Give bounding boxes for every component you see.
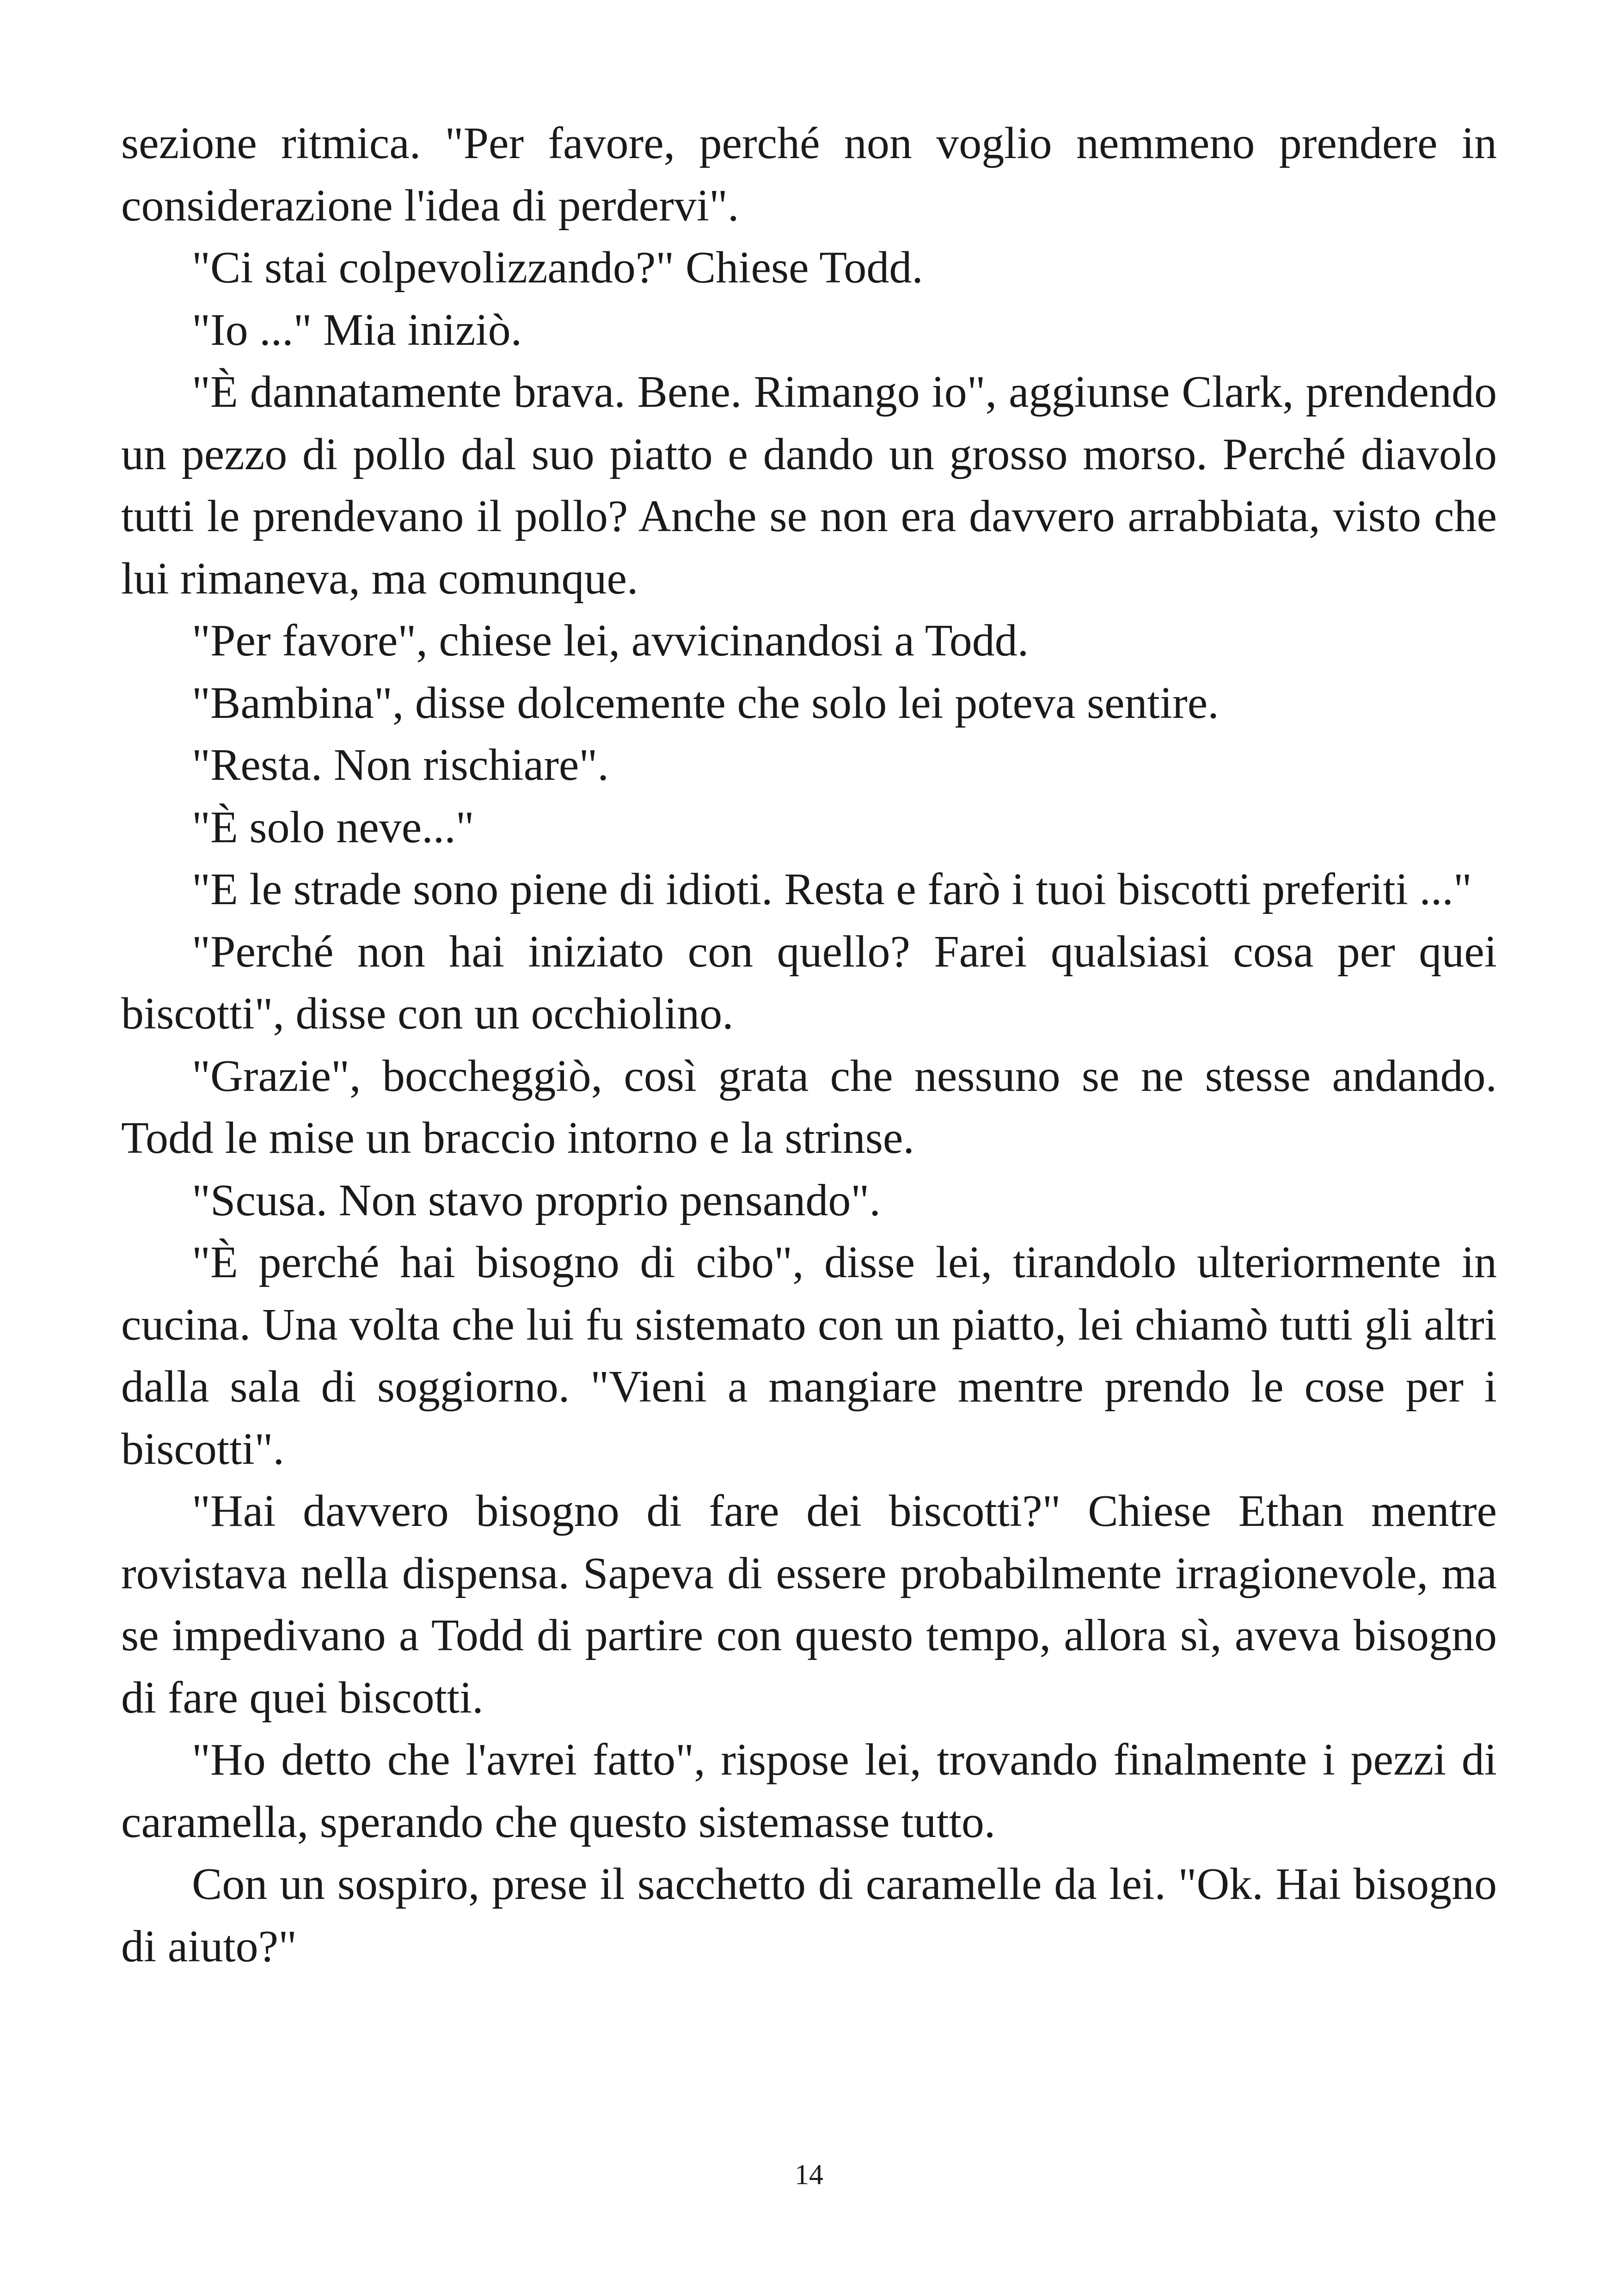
paragraph: "E le strade sono piene di idioti. Resta e farò i tuoi biscotti preferiti ..." xyxy=(192,864,1472,914)
paragraph: "Io ..." Mia iniziò. xyxy=(192,305,522,355)
paragraph: "Perché non hai iniziato con quello? Farei qualsiasi cosa per quei biscotti", disse con un occhiolino. xyxy=(121,926,1497,1039)
paragraph: "È dannatamente brava. Bene. Rimango io", aggiunse Clark, prendendo un pezzo di pollo dal suo piatto e dando un grosso morso. Perché diavolo tutti le prendevano il pollo? Anche se non era davvero arrabbiata, visto che lui rimaneva, ma comunque. xyxy=(121,367,1497,604)
paragraph: "È perché hai bisogno di cibo", disse lei, tirandolo ulteriormente in cucina. Una volta che lui fu sistemato con un piatto, lei chiamò tutti gli altri dalla sala di soggiorno. "Vieni a mangiare mentre prendo le cose per i biscotti". xyxy=(121,1237,1497,1474)
paragraph: "È solo neve..." xyxy=(192,802,474,852)
body-text xyxy=(121,112,1497,1978)
paragraph: "Ci stai colpevolizzando?" Chiese Todd. xyxy=(192,243,923,293)
paragraph: "Scusa. Non stavo proprio pensando". xyxy=(192,1175,881,1225)
paragraph: sezione ritmica. "Per favore, perché non voglio nemmeno prendere in considerazione l'idea di perdervi". xyxy=(121,118,1497,231)
paragraph: "Per favore", chiese lei, avvicinandosi a Todd. xyxy=(192,616,1029,666)
paragraph: "Ho detto che l'avrei fatto", rispose lei, trovando finalmente i pezzi di caramella, sperando che questo sistemasse tutto. xyxy=(121,1735,1497,1847)
paragraph: "Hai davvero bisogno di fare dei biscotti?" Chiese Ethan mentre rovistava nella dispensa. Sapeva di essere probabilmente irragionevole, ma se impedivano a Todd di partire con questo tempo, allora sì, aveva bisogno di fare quei biscotti. xyxy=(121,1486,1497,1723)
paragraph: Con un sospiro, prese il sacchetto di caramelle da lei. "Ok. Hai bisogno di aiuto?" xyxy=(121,1859,1497,1971)
paragraph: "Bambina", disse dolcemente che solo lei poteva sentire. xyxy=(192,678,1219,728)
page-number: 14 xyxy=(795,2159,823,2191)
paragraph: "Grazie", boccheggiò, così grata che nessuno se ne stesse andando. Todd le mise un braccio intorno e la strinse. xyxy=(121,1051,1497,1163)
paragraph: "Resta. Non rischiare". xyxy=(192,740,609,790)
